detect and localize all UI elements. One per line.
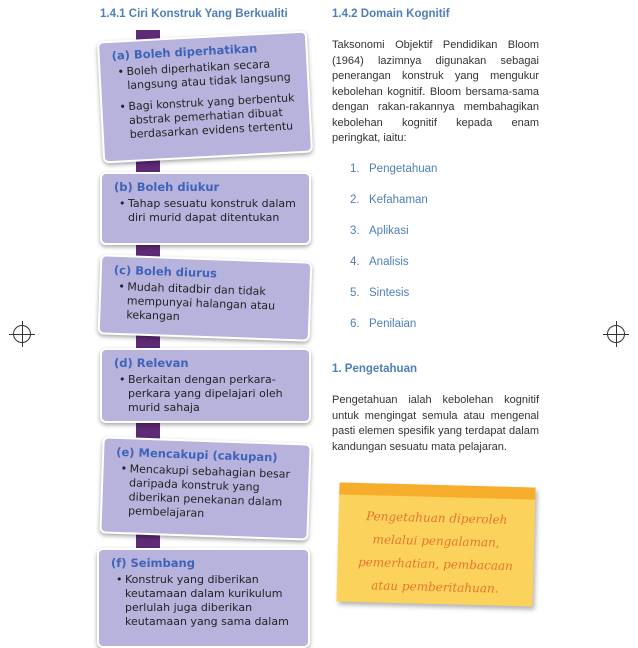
list-item: 2. Kefahaman	[350, 194, 428, 206]
registration-mark-icon	[13, 325, 31, 343]
registration-mark-icon	[607, 325, 625, 343]
card-bullet: • Mencakupi sebahagian besar daripada konstruk yang diberikan penekanan dalam pembelajaran	[128, 462, 299, 524]
list-item: 6. Penilaian	[350, 318, 417, 330]
sticky-note	[336, 482, 535, 606]
sticky-note-text: Pengetahuan diperoleh melalui pengalaman, pemerhatian, pembacaan atau pemberitahuan.	[357, 509, 514, 596]
card-bullet: • Tahap sesuatu konstruk dalam diri murid dapat ditentukan	[128, 197, 299, 225]
card-seimbang	[97, 548, 310, 648]
list-item: 1. Pengetahuan	[350, 163, 438, 175]
card-title: (f) Seimbang	[111, 556, 195, 570]
card-relevan	[100, 348, 311, 423]
card-boleh-diperhatikan	[97, 31, 313, 164]
card-bullet: • Boleh diperhatikan secara langsung atau tidak langsung	[126, 56, 297, 93]
right-heading: 1.4.2 Domain Kognitif	[332, 8, 450, 20]
card-title: (b) Boleh diukur	[114, 180, 220, 194]
card-title: (a) Boleh diperhatikan	[111, 41, 258, 63]
section-paragraph: Pengetahuan ialah kebolehan kognitif untuk mengingat semula atau mengenal pasti elemen spesifik yang terdapat dalam kandungan sesuatu mata pelajaran.	[332, 394, 539, 453]
card-bullet: • Bagi konstruk yang berbentuk abstrak pemerhatian dibuat berdasarkan evidens tertentu	[128, 91, 300, 142]
section-heading: 1. Pengetahuan	[332, 363, 417, 375]
intro-paragraph: Taksonomi Objektif Pendidikan Bloom (1964) lazimnya digunakan sebagai penerangan konstruk yang mengukur kebolehan kognitif. Bloom bersama-sama dengan rakan-rakannya membahagikan kebolehan kognitif kepada enam peringkat, iaitu:	[332, 39, 539, 144]
card-title: (c) Boleh diurus	[113, 262, 218, 281]
card-mencakupi	[99, 436, 311, 540]
list-item: 3. Aplikasi	[350, 225, 409, 237]
cognitive-levels-list	[350, 160, 437, 346]
card-bullet: • Mudah ditadbir dan tidak mempunyai halangan atau kekangan	[126, 280, 299, 328]
list-item: 4. Analisis	[350, 256, 409, 268]
card-title: (e) Mencakupi (cakupan)	[115, 444, 278, 465]
card-title: (d) Relevan	[114, 356, 189, 370]
card-boleh-diurus	[98, 254, 313, 341]
card-boleh-diukur	[100, 172, 311, 245]
left-heading: 1.4.1 Ciri Konstruk Yang Berkualiti	[100, 8, 288, 20]
card-bullet: • Berkaitan dengan perkara-perkara yang dipelajari oleh murid sahaja	[128, 373, 299, 415]
list-item: 5. Sintesis	[350, 287, 410, 299]
card-bullet: • Konstruk yang diberikan keutamaan dalam kurikulum perlulah juga diberikan keutamaan yang sama dalam	[125, 573, 298, 629]
